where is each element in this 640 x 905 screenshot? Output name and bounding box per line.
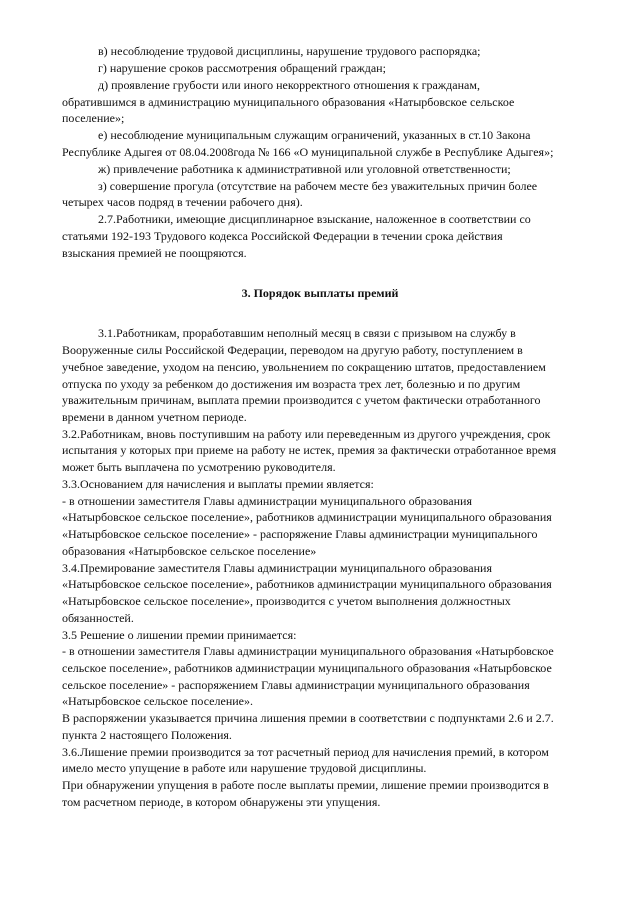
text-line: том расчетном периоде, в котором обнаружены эти упущения. <box>62 795 381 809</box>
text-line: испытания у которых при приеме на работу не истек, премия за фактически отработанное время <box>62 443 557 457</box>
text-line: отпуска по уходу за ребенком до достижения им возраста трех лет, болезнью и по другим <box>62 377 521 391</box>
text-line: д) проявление грубости или иного некорректного отношения к гражданам, <box>98 78 480 92</box>
text-line: 3.6.Лишение премии производится за тот расчетный период для начисления премий, в котором <box>62 745 549 759</box>
text-line: четырех часов подряд в течении рабочего дня). <box>62 195 303 209</box>
text-line: сельское поселение», работников администрации муниципального образования «Натырбовское <box>62 661 552 675</box>
text-line: 3.5 Решение о лишении премии принимается: <box>62 628 297 642</box>
text-line: При обнаружении упущения в работе после выплаты премии, лишение премии производится в <box>62 778 549 792</box>
text-line: образования «Натырбовское сельское поселение» <box>62 544 317 558</box>
text-line: В распоряжении указывается причина лишения премии в соответствии с подпунктами 2.6 и 2.7. <box>62 711 554 725</box>
text-line: - в отношении заместителя Главы администрации муниципального образования <box>62 494 472 508</box>
text-line: 3.2.Работникам, вновь поступившим на работу или переведенным из другого учреждения, срок <box>62 427 551 441</box>
text-line: ж) привлечение работника к административной или уголовной ответственности; <box>98 162 511 176</box>
text-line: сельское поселение» - распоряжением Главы администрации муниципального образования <box>62 678 530 692</box>
section-heading: 3. Порядок выплаты премий <box>241 286 399 300</box>
text-line: пункта 2 настоящего Положения. <box>62 728 232 742</box>
text-line: уважительным причинам, выплата премии производится с учетом фактически отработанного <box>62 393 541 407</box>
text-line: е) несоблюдение муниципальным служащим ограничений, указанных в ст.10 Закона <box>98 128 531 142</box>
text-line: Вооруженные силы Российской Федерации, переводом на другую работу, поступлением в <box>62 343 523 357</box>
text-line: г) нарушение сроков рассмотрения обращений граждан; <box>98 61 386 75</box>
text-line: обязанностей. <box>62 611 134 625</box>
text-line: в) несоблюдение трудовой дисциплины, нарушение трудового распорядка; <box>98 44 481 58</box>
text-line: взыскания премией не поощряются. <box>62 246 247 260</box>
text-line: 2.7.Работники, имеющие дисциплинарное взыскание, наложенное в соответствии со <box>98 212 531 226</box>
text-line: времени в данном учетном периоде. <box>62 410 247 424</box>
text-line: «Натырбовское сельское поселение». <box>62 694 253 708</box>
text-line: может быть выплачена по усмотрению руководителя. <box>62 460 336 474</box>
text-line: поселение»; <box>62 111 125 125</box>
text-line: «Натырбовское сельское поселение», производится с учетом выполнения должностных <box>62 594 511 608</box>
text-line: обратившимся в администрацию муниципального образования «Натырбовское сельское <box>62 95 515 109</box>
text-line: Республике Адыгея от 08.04.2008года № 166 «О муниципальной службе в Республике Адыгея»; <box>62 145 554 159</box>
text-line: статьями 192-193 Трудового кодекса Российской Федерации в течении срока действия <box>62 229 503 243</box>
text-line: з) совершение прогула (отсутствие на рабочем месте без уважительных причин более <box>98 179 538 193</box>
text-line: «Натырбовское сельское поселение», работников администрации муниципального образования <box>62 510 552 524</box>
text-line: 3.4.Премирование заместителя Главы администрации муниципального образования <box>62 561 492 575</box>
text-line: «Натырбовское сельское поселение» - распоряжение Главы администрации муниципального <box>62 527 538 541</box>
text-line: учебное заведение, уходом на пенсию, увольнением по сокращению штатов, предоставлением <box>62 360 546 374</box>
text-line: 3.1.Работникам, проработавшим неполный месяц в связи с призывом на службу в <box>98 326 516 340</box>
text-line: 3.3.Основанием для начисления и выплаты премии является: <box>62 477 374 491</box>
text-line: «Натырбовское сельское поселение», работников администрации муниципального образования <box>62 577 552 591</box>
text-line: имело место упущение в работе или нарушение трудовой дисциплины. <box>62 761 427 775</box>
text-line: - в отношении заместителя Главы администрации муниципального образования «Натырбовское <box>62 644 554 658</box>
